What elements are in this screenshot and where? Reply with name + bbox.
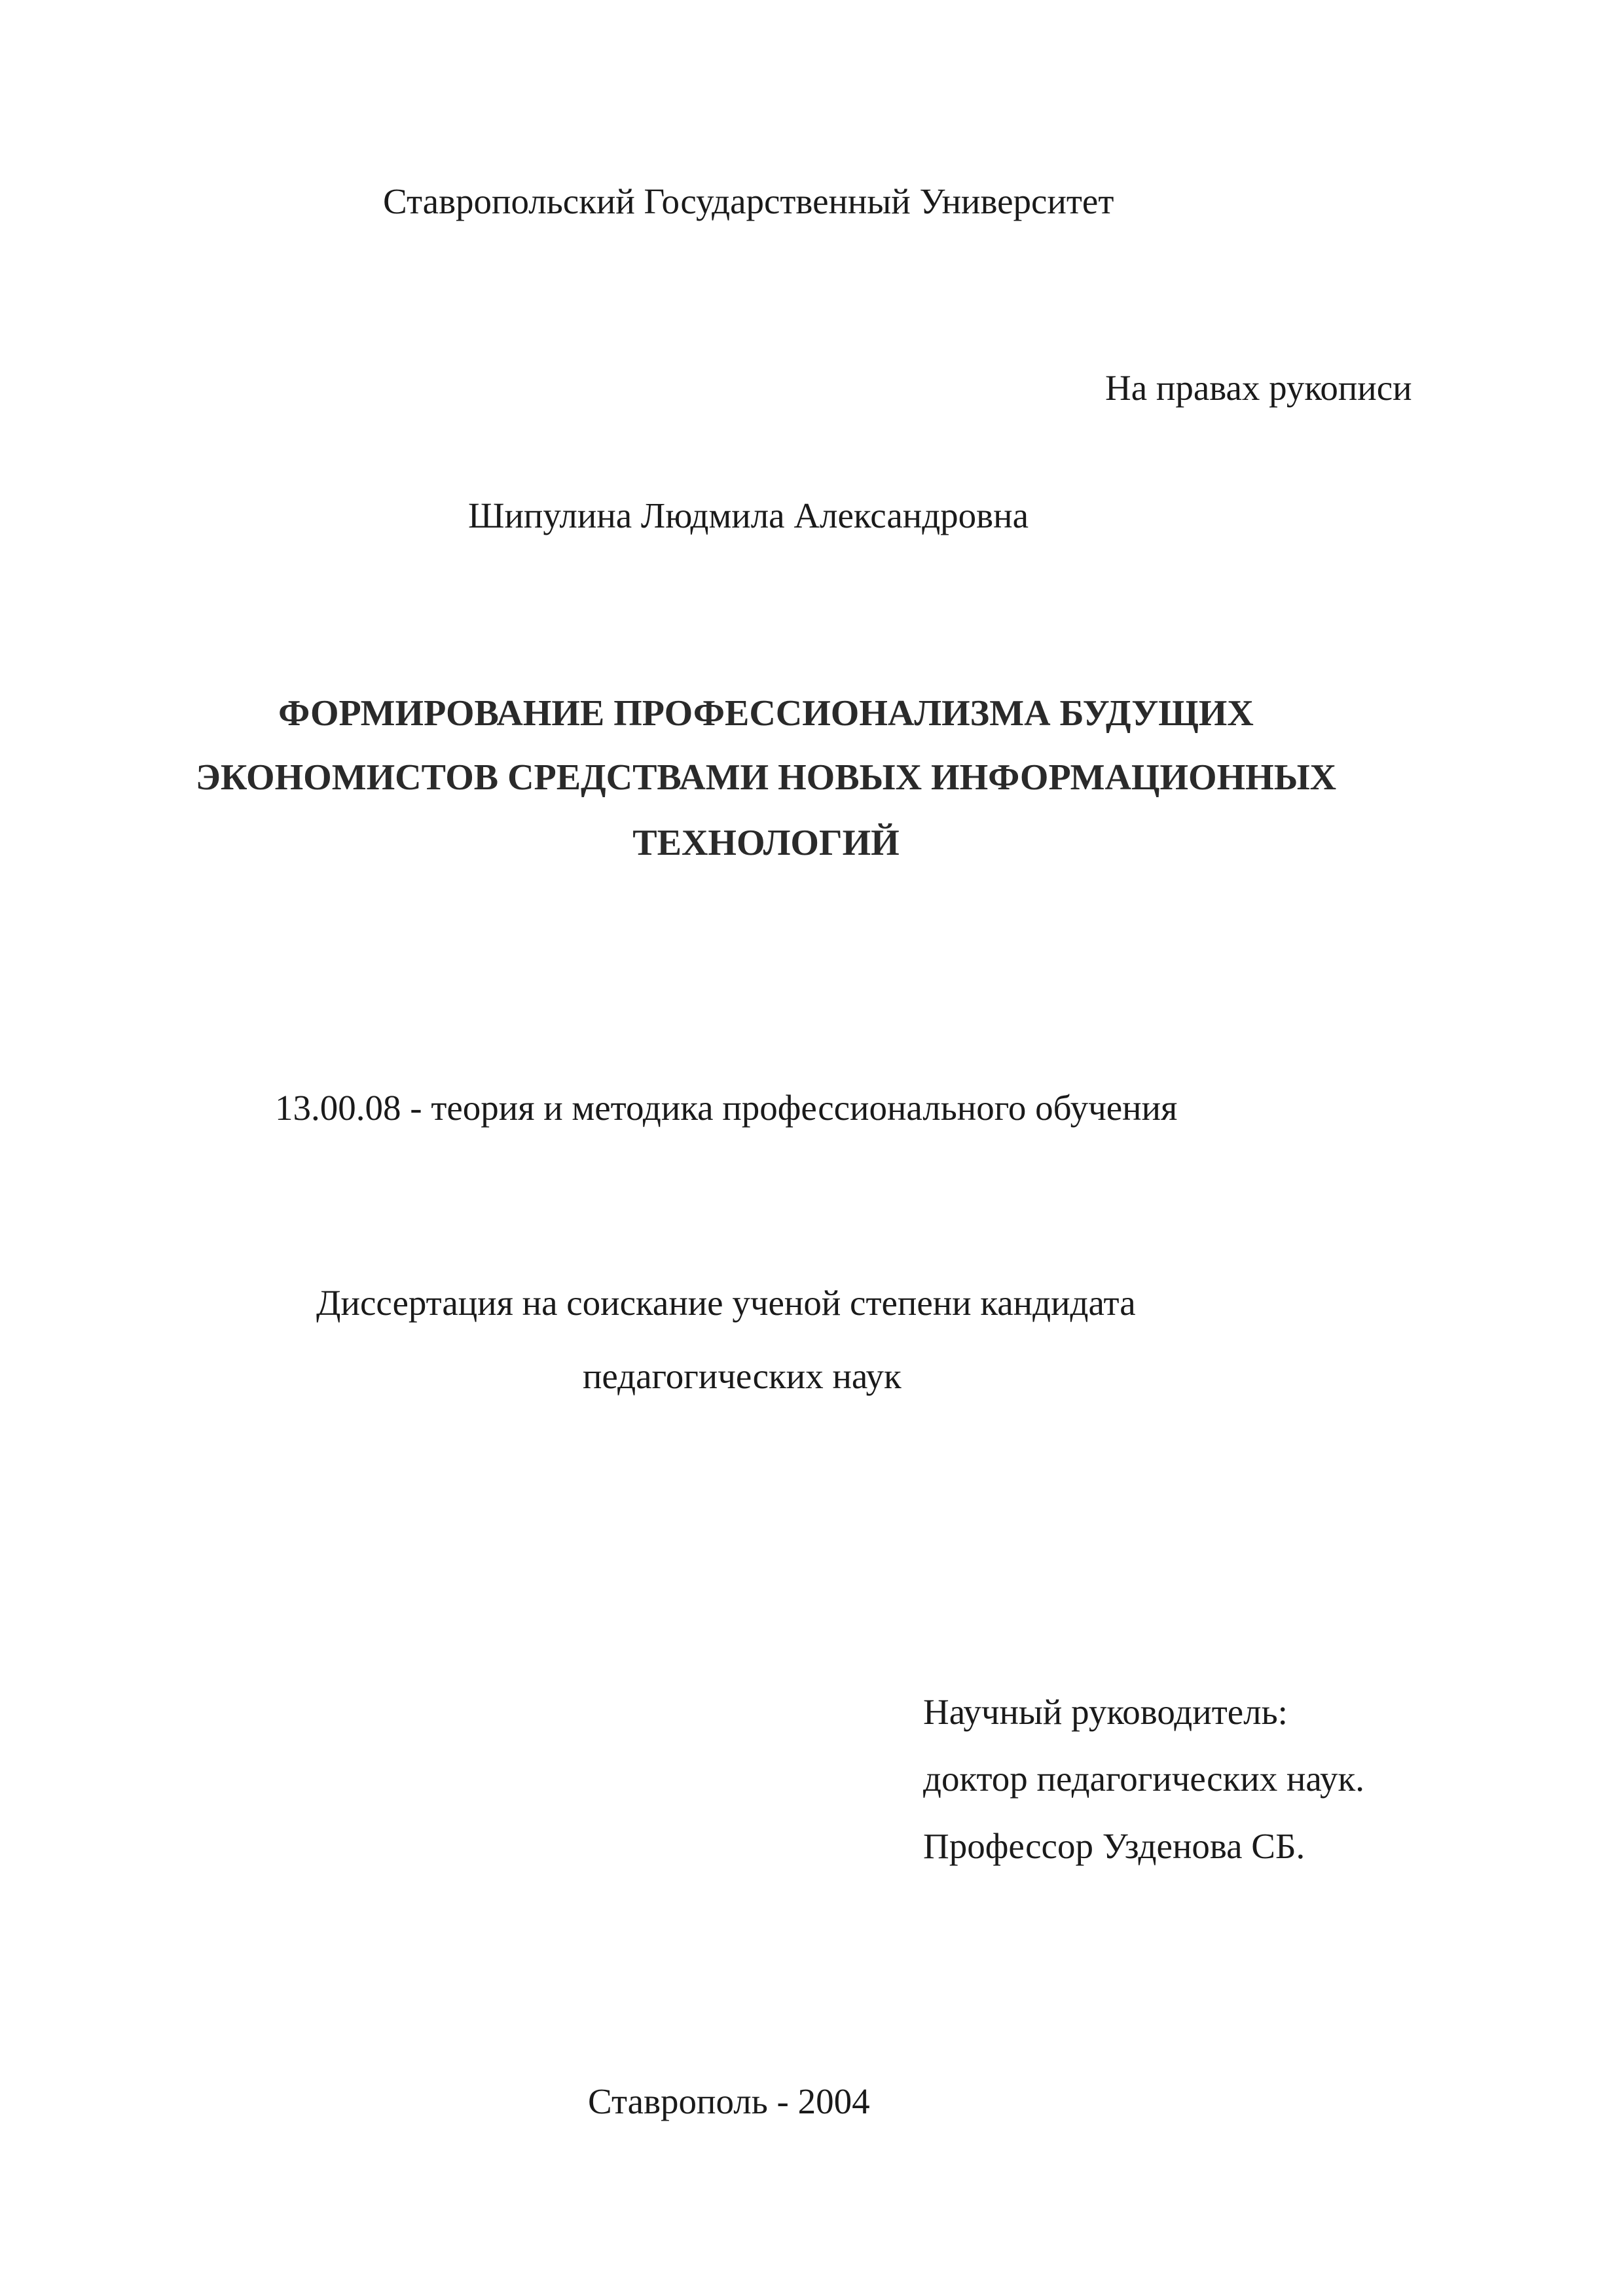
specialty-code: 13.00.08 - теория и методика профессионального обучения bbox=[275, 1088, 1178, 1128]
university-name: Ставропольский Государственный Университет bbox=[383, 181, 1114, 221]
author-name: Шипулина Людмила Александровна bbox=[468, 495, 1029, 535]
title-line: ФОРМИРОВАНИЕ ПРОФЕССИОНАЛИЗМА БУДУЩИХ bbox=[278, 693, 1254, 734]
title-line: ТЕХНОЛОГИЙ bbox=[632, 823, 900, 863]
city-year: Ставрополь - 2004 bbox=[588, 2081, 870, 2121]
advisor-line: Научный руководитель: bbox=[923, 1692, 1288, 1732]
advisor-line: доктор педагогических наук. bbox=[923, 1759, 1365, 1799]
advisor-line: Профессор Узденова СБ. bbox=[923, 1826, 1305, 1866]
manuscript-note: На правах рукописи bbox=[1105, 368, 1412, 408]
degree-line: педагогических наук bbox=[583, 1356, 902, 1396]
title-line: ЭКОНОМИСТОВ СРЕДСТВАМИ НОВЫХ ИНФОРМАЦИОННЫХ bbox=[195, 757, 1337, 798]
degree-line: Диссертация на соискание ученой степени кандидата bbox=[316, 1283, 1136, 1323]
